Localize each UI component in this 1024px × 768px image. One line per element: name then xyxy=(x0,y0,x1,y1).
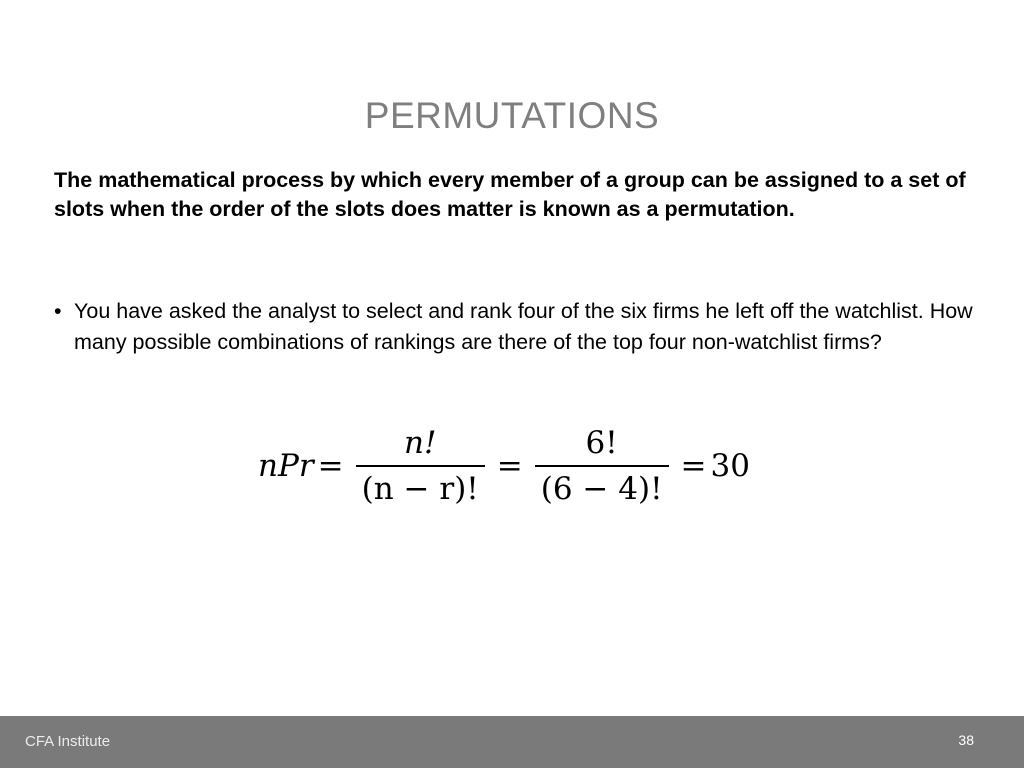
page-number: 38 xyxy=(958,732,974,748)
formula-equals-3: = xyxy=(680,448,707,484)
definition-text: The mathematical process by which every member of a group can be assigned to a set of slots when the order of the slots does matter is known as a permutation. xyxy=(54,168,966,221)
formula-result: 30 xyxy=(710,448,750,484)
formula-fraction-numeric xyxy=(535,425,669,507)
bullet-icon: • xyxy=(54,299,62,323)
formula-fraction-general xyxy=(356,425,485,507)
formula-lhs: nPr xyxy=(258,448,314,484)
fraction-numerator: 6! xyxy=(585,425,618,461)
formula-equals-2: = xyxy=(496,448,523,484)
fraction-denominator: (6 − 4)! xyxy=(535,465,669,507)
bullet-text: You have asked the analyst to select and rank four of the six firms he left off the watchlist. How many possible combinations of rankings are there of the top four non-watchlist firms? xyxy=(74,299,973,354)
bullet-item xyxy=(54,296,984,358)
permutation-formula xyxy=(258,416,750,516)
footer-brand: CFA Institute xyxy=(25,733,111,750)
fraction-denominator: (n − r)! xyxy=(356,465,485,507)
formula-equals-1: = xyxy=(317,448,344,484)
slide-title: PERMUTATIONS xyxy=(364,95,660,136)
footer-bar xyxy=(0,716,1024,768)
fraction-numerator: n! xyxy=(403,425,437,461)
